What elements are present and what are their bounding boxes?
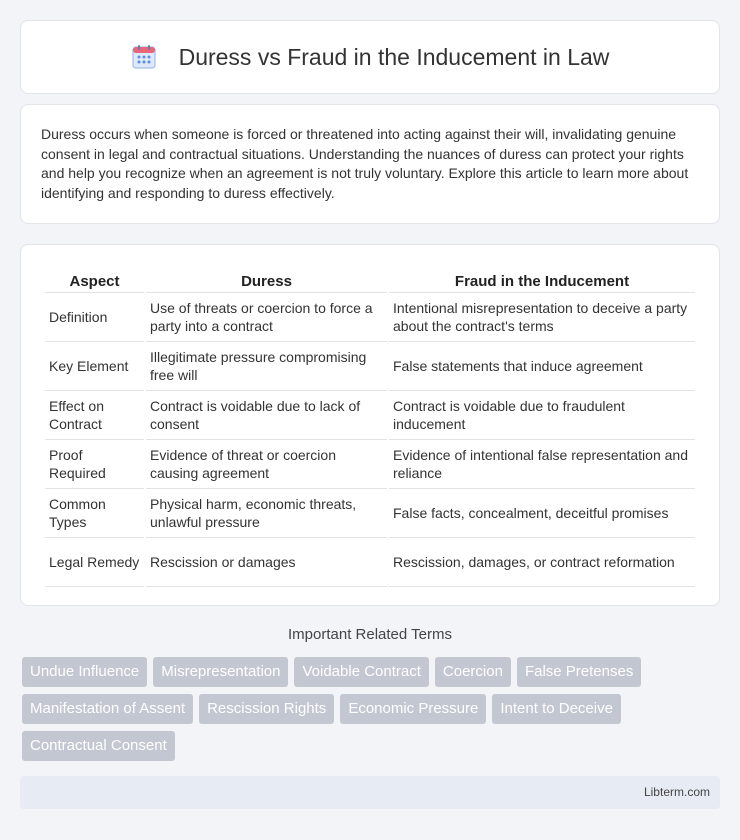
related-term-tag[interactable]: Rescission Rights (199, 694, 334, 724)
header-duress: Duress (146, 265, 387, 293)
cell-duress: Illegitimate pressure compromising free will (146, 342, 387, 391)
table-row (45, 538, 695, 587)
footer (20, 776, 720, 809)
cell-aspect: Definition (45, 293, 144, 342)
cell-aspect: Common Types (45, 489, 144, 538)
header-card (20, 20, 720, 94)
comparison-table-card (20, 244, 720, 606)
table-row (45, 391, 695, 440)
related-term-tag[interactable]: Manifestation of Assent (22, 694, 193, 724)
cell-duress: Rescission or damages (146, 538, 387, 587)
comparison-table (43, 265, 697, 587)
footer-site-link[interactable]: Libterm.com (643, 785, 710, 799)
related-term-tag[interactable]: Voidable Contract (294, 657, 428, 687)
related-terms-list (22, 657, 702, 761)
related-term-tag[interactable]: False Pretenses (517, 657, 641, 687)
cell-duress: Use of threats or coercion to force a party into a contract (146, 293, 387, 342)
cell-fraud: Contract is voidable due to fraudulent inducement (389, 391, 695, 440)
related-terms-title: Important Related Terms (288, 626, 452, 643)
cell-fraud: False facts, concealment, deceitful promises (389, 489, 695, 538)
cell-aspect: Effect on Contract (45, 391, 144, 440)
related-term-tag[interactable]: Contractual Consent (22, 731, 175, 761)
related-term-tag[interactable]: Coercion (435, 657, 511, 687)
cell-fraud: Intentional misrepresentation to deceive a party about the contract's terms (389, 293, 695, 342)
related-term-tag[interactable]: Undue Influence (22, 657, 147, 687)
cell-duress: Contract is voidable due to lack of consent (146, 391, 387, 440)
cell-fraud: False statements that induce agreement (389, 342, 695, 391)
cell-duress: Evidence of threat or coercion causing agreement (146, 440, 387, 489)
header-aspect: Aspect (45, 265, 144, 293)
page-title: Duress vs Fraud in the Inducement in Law (178, 43, 610, 70)
header-fraud: Fraud in the Inducement (389, 265, 695, 293)
cell-aspect: Proof Required (45, 440, 144, 489)
related-term-tag[interactable]: Misrepresentation (153, 657, 288, 687)
cell-fraud: Evidence of intentional false representation and reliance (389, 440, 695, 489)
cell-aspect: Legal Remedy (45, 538, 144, 587)
cell-fraud: Rescission, damages, or contract reformation (389, 538, 695, 587)
title-wrap (131, 44, 610, 71)
table-row (45, 293, 695, 342)
intro-card (20, 104, 720, 224)
table-row (45, 489, 695, 538)
intro-text: Duress occurs when someone is forced or threatened into acting against their will, invalidating genuine consent in legal and contractual situations. Understanding the nuances of duress can protect your rights and help you recognize when an agreement is not truly voluntary. Explore this article to learn more about identifying and responding to duress effectively. (41, 126, 689, 201)
cell-duress: Physical harm, economic threats, unlawful pressure (146, 489, 387, 538)
related-term-tag[interactable]: Economic Pressure (340, 694, 486, 724)
calendar-icon (131, 44, 157, 70)
table-row (45, 342, 695, 391)
related-term-tag[interactable]: Intent to Deceive (492, 694, 621, 724)
cell-aspect: Key Element (45, 342, 144, 391)
table-header-row (45, 265, 695, 293)
table-row (45, 440, 695, 489)
